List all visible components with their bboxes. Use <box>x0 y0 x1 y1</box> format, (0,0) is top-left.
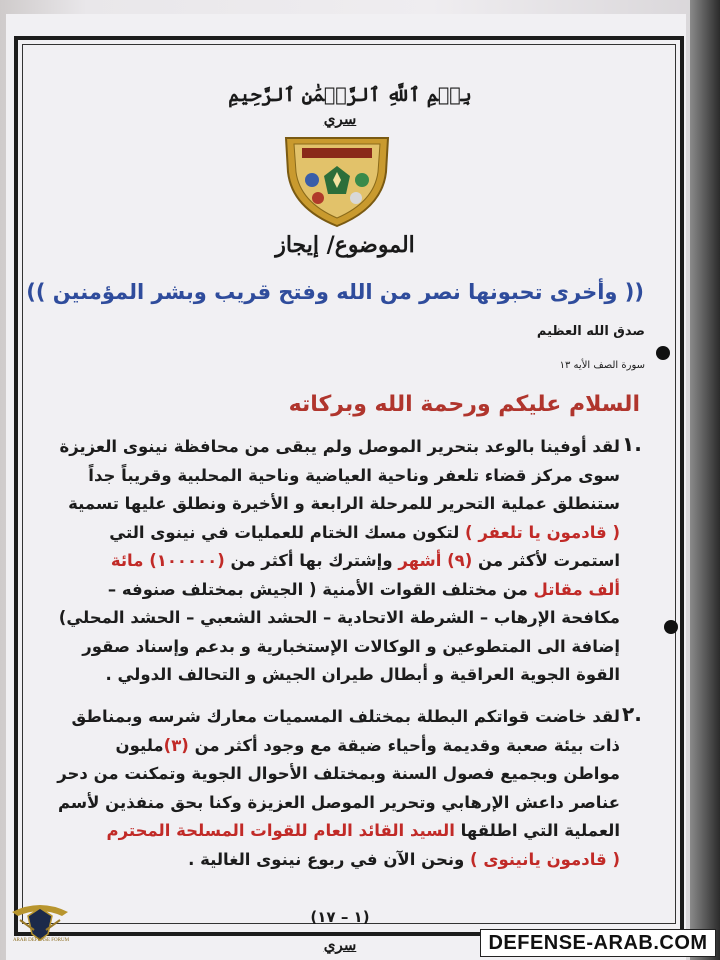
body-text: مواطن وبجميع فصول السنة وبمختلف الأحوال الجوية وتمكنت من دحر <box>57 764 620 783</box>
highlighted-text: ( قادمون يانينوى ) <box>470 849 620 869</box>
greeting: السلام عليكم ورحمة الله وبركاته <box>288 392 640 417</box>
paragraph2-line <box>50 846 620 875</box>
body-text: ذات بيئة صعبة وقديمة وأحياء ضيقة مع وجود أكثر من <box>188 735 620 755</box>
body-text: عناصر داعش الإرهابي وتحرير الموصل العزيزة وكنا بحق منفذين لأسم <box>57 792 620 812</box>
punch-hole-top <box>656 346 670 360</box>
paragraph2-line <box>50 703 620 732</box>
paragraph1-line <box>50 462 620 491</box>
paragraph1-line <box>50 519 620 548</box>
highlighted-text: (٩) أشهر <box>398 551 473 570</box>
arab-defense-forum-logo-icon <box>8 890 72 956</box>
photo-right-shadow <box>690 0 720 960</box>
page-number: (١ – ١٧) <box>310 908 370 926</box>
paragraph1-line <box>50 633 620 662</box>
subject-line: الموضوع/ إيجاز <box>275 232 415 258</box>
punch-hole-bottom <box>664 620 678 634</box>
body-text: سوى مركز قضاء تلعفر وناحية العياضية وناحية المحلبية وقريباً جداً <box>88 465 620 485</box>
site-watermark-text: DEFENSE-ARAB.COM <box>488 932 708 954</box>
body-text: لقد أوفينا بالوعد بتحرير الموصل ولم يبقى من محافظة نينوى العزيزة <box>59 437 620 456</box>
body-text: ونحن الآن في ربوع نينوى الغالية . <box>188 849 471 869</box>
highlighted-text: (١٠٠٠٠٠) مائة <box>110 551 225 570</box>
highlighted-text: السيد القائد العام للقوات المسلحة المحترم <box>106 821 455 840</box>
paragraph-1 <box>50 433 620 690</box>
highlighted-text: (٣) <box>163 735 189 755</box>
paragraph1-line <box>50 576 620 605</box>
paragraph-1-number: ١. <box>622 432 642 456</box>
paragraph2-line <box>50 732 620 761</box>
forum-logo-text: ARAB DEFENSE FORUM <box>12 938 70 943</box>
paragraph2-line <box>50 817 620 846</box>
paragraph1-line <box>50 661 620 690</box>
body-text: مكافحة الإرهاب – الشرطة الاتحادية – الحشد الشعبي – الحشد المحلي) <box>58 608 620 627</box>
highlighted-text: ألف مقاتل <box>533 579 620 599</box>
paragraph1-line <box>50 547 620 576</box>
paragraph1-line <box>50 490 620 519</box>
verse-attribution: صدق الله العظيم <box>536 324 645 339</box>
classification-bottom: سري <box>323 936 357 954</box>
body-text: القوة الجوية العراقية و أبطال طيران الجيش و التحالف الدولي . <box>105 665 620 684</box>
paragraph1-line <box>50 604 620 633</box>
body-text: استمرت لأكثر من <box>472 551 620 570</box>
body-text: لتكون مسك الختام للعمليات في نينوى التي <box>109 522 466 542</box>
body-text: ستنطلق عملية التحرير للمرحلة الرابعة و الأخيرة ونطلق عليها تسمية <box>68 494 620 513</box>
quran-verse: (( وأخرى تحبونها نصر من الله وفتح قريب وبشر المؤمنين )) <box>26 280 644 304</box>
paragraph2-line <box>50 760 620 789</box>
classification-top: سري <box>323 110 357 128</box>
body-text: من مختلف القوات الأمنية ( الجيش بمختلف صنوفه – <box>107 579 534 599</box>
highlighted-text: ( قادمون يا تلعفر ) <box>465 522 620 542</box>
site-watermark <box>480 929 716 957</box>
paragraph2-line <box>50 789 620 818</box>
body-text: لقد خاضت قواتكم البطلة بمختلف المسميات معارك شرسه وبمناطق <box>71 707 620 726</box>
body-text: إضافة الى المتطوعين و الوكالات الإستخبارية و بدعم وإسناد صقور <box>82 636 620 656</box>
paragraph-2 <box>50 703 620 874</box>
paragraph-2-number: ٢. <box>622 702 642 726</box>
command-emblem-icon <box>278 132 396 230</box>
body-text: العملية التي اطلقها <box>454 821 620 840</box>
verse-reference: سورة الصف الأيه ١٣ <box>559 360 645 371</box>
body-text: مليون <box>115 735 164 755</box>
paragraph1-line <box>50 433 620 462</box>
body-text: وإشترك بها أكثر من <box>224 551 399 570</box>
basmala-header: بِسۡمِ ٱللَّهِ ٱلرَّحۡمَٰنِ ٱلرَّحِيمِ <box>228 84 472 106</box>
